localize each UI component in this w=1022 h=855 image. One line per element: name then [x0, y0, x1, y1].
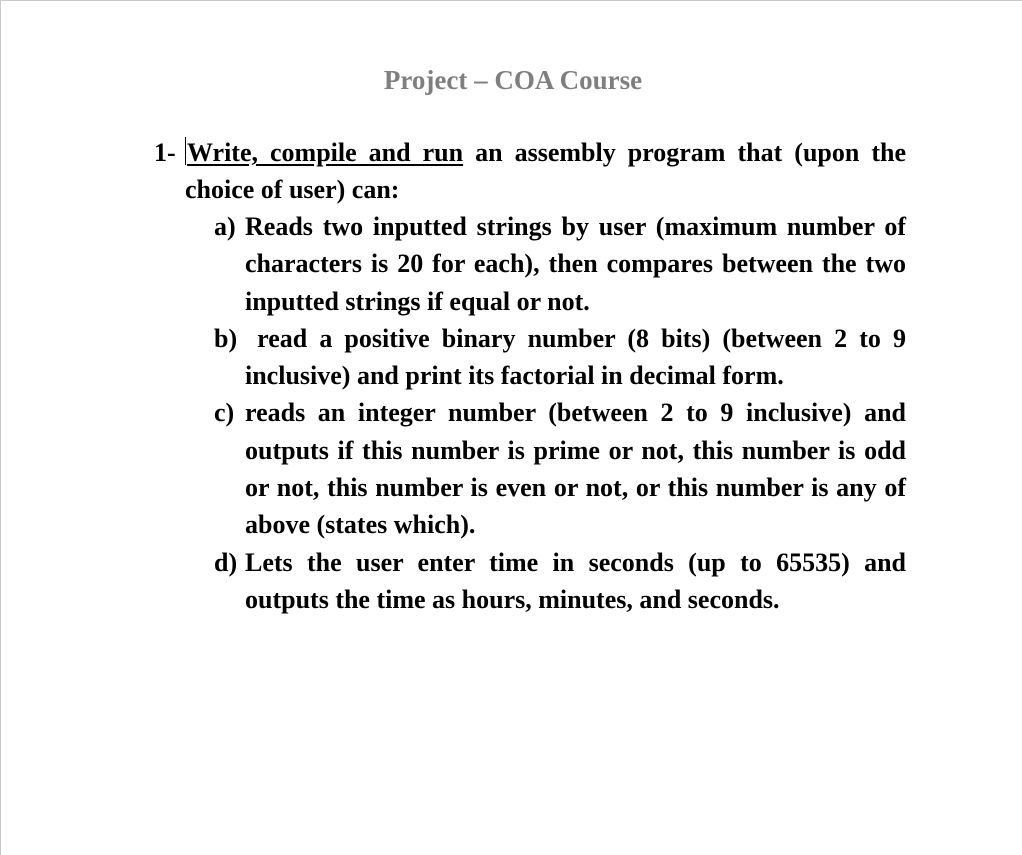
sub-item-label: c) — [214, 398, 235, 428]
sub-item-c — [214, 394, 906, 543]
sub-item-label: a) — [214, 212, 236, 241]
sub-item-a — [214, 208, 906, 320]
sub-item-text: read a positive binary number (8 bits) (between 2 to 9 inclusive) and print its factorial in decimal form. — [245, 323, 913, 391]
list-item-1 — [154, 134, 906, 208]
item-text: an assembly program that (upon the choice of user) can: — [185, 138, 906, 204]
list-number: 1- — [154, 138, 176, 167]
sub-item-text: reads an integer number (between 2 to 9 inclusive) and outputs if this number is prime or not, this number is odd or not, this number is even or not, or this number is any of above (states which). — [245, 398, 906, 540]
underlined-phrase: Write, compile and run — [187, 138, 464, 167]
sub-list — [214, 208, 913, 618]
sub-item-text: Lets the user enter time in seconds (up to 65535) and outputs the time as hours, minutes, and seconds. — [245, 547, 906, 614]
text-cursor — [185, 137, 186, 165]
sub-item-label: d) — [214, 547, 238, 577]
sub-item-d — [214, 544, 906, 619]
sub-item-text: Reads two inputted strings by user (maximum number of characters is 20 for each), then compares between the two inputted strings if equal or not. — [245, 212, 906, 316]
sub-item-label: b) — [214, 323, 238, 353]
document-title: Project – COA Course — [383, 65, 643, 95]
list-item-body — [185, 134, 906, 208]
sub-item-b — [214, 320, 913, 395]
